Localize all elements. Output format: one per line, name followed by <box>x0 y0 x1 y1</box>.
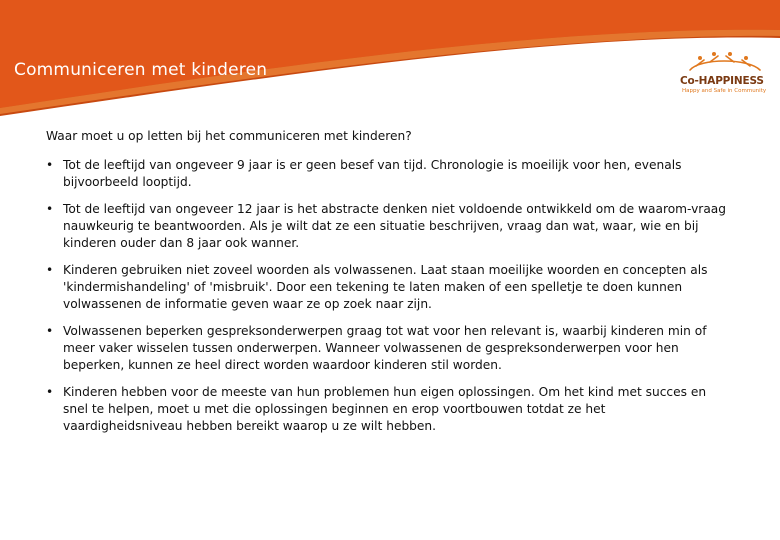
bullet-text: Kinderen gebruiken niet zoveel woorden als volwassenen. Laat staan moeilijke woorden en concepten als 'kindermishandeling' of 'misbruik'. Door een tekening te laten maken of een spelletje te doen kunnen volwassenen de informatie geven waar ze op zoek naar zijn. <box>63 263 708 311</box>
list-item <box>46 157 726 191</box>
list-item <box>46 201 726 252</box>
bullet-icon: • <box>46 385 54 399</box>
bullet-text: Tot de leeftijd van ongeveer 9 jaar is er geen besef van tijd. Chronologie is moeilijk voor hen, evenals bijvoorbeeld looptijd. <box>63 158 682 189</box>
logo-name: Co-HAPPINESS <box>680 75 764 87</box>
bullet-icon: • <box>46 202 54 216</box>
bullet-text: Volwassenen beperken gespreksonderwerpen graag tot wat voor hen relevant is, waarbij kinderen min of meer vaker wisselen tussen onderwerpen. Wanneer volwassenen de gespreksonderwerpen voor hen beperken, kunnen ze heel direct worden waardoor kinderen stil worden. <box>63 324 707 372</box>
page-title: Communiceren met kinderen <box>14 60 268 80</box>
bullet-text: Tot de leeftijd van ongeveer 12 jaar is het abstracte denken niet voldoende ontwikkeld om de waarom-vraag nauwkeurig te beantwoorden. Als je wilt dat ze een situatie beschrijven, vraag dan wat, waar, wie en bij kinderen ouder dan 8 jaar ook wanner. <box>63 202 726 250</box>
list-item <box>46 384 726 435</box>
question-heading: Waar moet u op letten bij het communiceren met kinderen? <box>46 129 412 143</box>
logo-people-arc-icon <box>690 52 760 70</box>
list-item <box>46 323 726 374</box>
content <box>46 124 726 445</box>
list-item <box>46 262 726 313</box>
bullet-icon: • <box>46 263 54 277</box>
logo-tagline: Happy and Safe in Community <box>682 88 767 94</box>
bullet-icon: • <box>46 324 54 338</box>
bullet-icon: • <box>46 158 54 172</box>
bullet-list <box>46 157 726 435</box>
bullet-text: Kinderen hebben voor de meeste van hun problemen hun eigen oplossingen. Om het kind met succes en snel te helpen, moet u met die oplossingen beginnen en erop voortbouwen totdat ze het vaardigheidsniveau hebben bereikt waarop u ze wilt hebben. <box>63 385 707 433</box>
